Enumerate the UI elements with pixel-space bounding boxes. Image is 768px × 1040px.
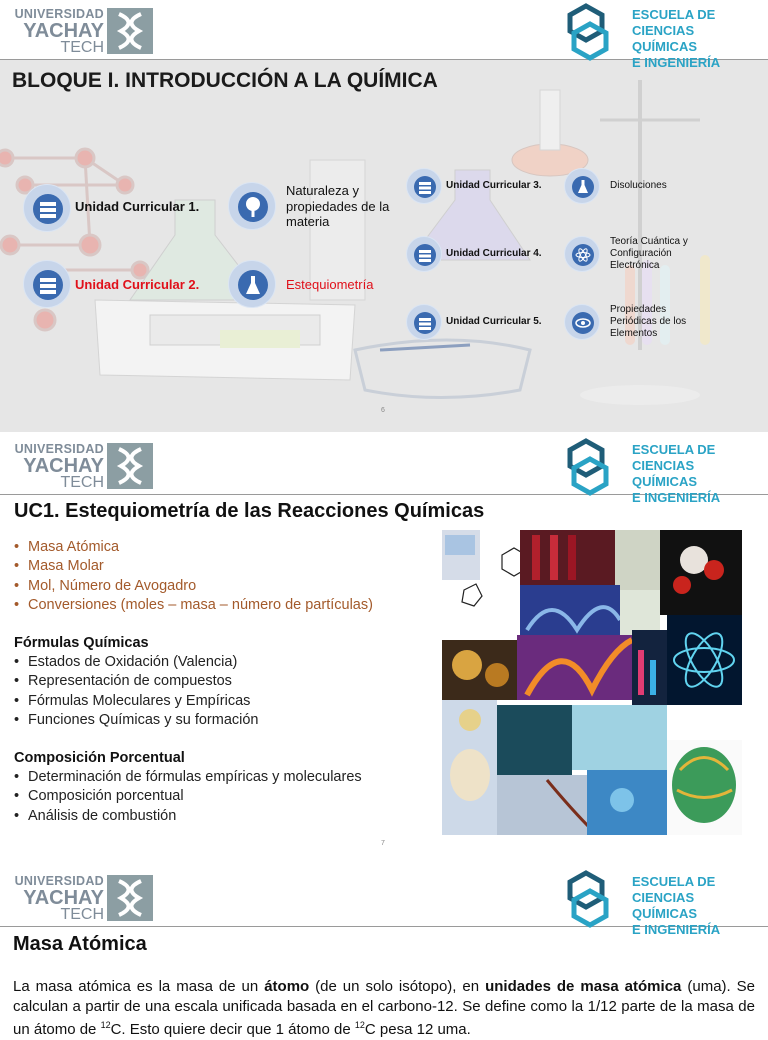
logo-text-yachay: YACHAY — [23, 455, 104, 477]
uc1-topic: Naturaleza y propiedades de la materia — [286, 183, 390, 229]
uc5-topic: Propiedades Periódicas de los Elementos — [610, 304, 687, 339]
atom-icon — [564, 236, 600, 272]
yachay-mark-icon — [107, 875, 153, 921]
list-item: • Conversiones (moles – masa – número de partículas) — [14, 596, 373, 615]
section-heading: Composición Porcentual — [14, 750, 185, 766]
yachay-tech-logo — [12, 7, 162, 55]
yachay-tech-logo — [12, 874, 162, 922]
list-item: • Masa Molar — [14, 557, 373, 576]
uc3-label: Unidad Curricular 3. — [446, 180, 542, 191]
uc3-topic: Disoluciones — [610, 180, 667, 191]
uc1-label: Unidad Curricular 1. — [75, 199, 200, 214]
list-item: • Composición porcentual — [14, 787, 362, 806]
escuela-quimicas-logo — [566, 871, 762, 937]
list-item: • Fórmulas Moleculares y Empíricas — [14, 692, 258, 711]
list-item: • Masa Atómica — [14, 538, 373, 557]
masa-atomica-paragraph — [13, 977, 755, 1040]
hexagon-molecule-icon — [566, 439, 610, 493]
books-icon — [23, 260, 71, 308]
escuela-line2: CIENCIAS QUÍMICAS — [632, 890, 697, 921]
para-text: C. Esto quiere decir que 1 átomo de — [110, 1021, 355, 1038]
isotope-superscript: 12 — [100, 1020, 111, 1030]
books-icon — [406, 304, 442, 340]
slide3-header — [0, 867, 768, 937]
chemistry-collage-image — [442, 530, 742, 835]
books-icon — [23, 184, 71, 232]
isotope-superscript: 12 — [354, 1020, 365, 1030]
hexagon-molecule-icon — [566, 4, 610, 58]
escuela-line3: E INGENIERÍA — [632, 55, 721, 70]
logo-text-yachay: YACHAY — [23, 20, 104, 42]
intro-list — [14, 538, 373, 616]
para-text: (de un solo isótopo), en — [309, 978, 486, 995]
list-item: • Estados de Oxidación (Valencia) — [14, 653, 258, 672]
para-text: C pesa 12 uma. — [364, 1021, 471, 1038]
flask-icon — [228, 260, 276, 308]
uc5-label: Unidad Curricular 5. — [446, 316, 542, 327]
para-text: (uma). Se calculan a partir de una escala unificada basada en el carbono-12. Se define como la 1/12 parte de la masa de un átomo de — [13, 978, 756, 1038]
escuela-line1: ESCUELA DE — [632, 442, 716, 457]
list-item: • Mol, Número de Avogadro — [14, 577, 373, 596]
yachay-mark-icon — [107, 443, 153, 489]
books-icon — [406, 236, 442, 272]
uc4-topic: Teoría Cuántica y Configuración Electrónica — [610, 236, 688, 271]
books-icon — [406, 168, 442, 204]
list-item: • Funciones Químicas y su formación — [14, 711, 258, 730]
escuela-line1: ESCUELA DE — [632, 874, 716, 889]
page-number: 6 — [381, 407, 385, 414]
slide2-title: UC1. Estequiometría de las Reacciones Químicas — [14, 500, 485, 522]
list-item: • Análisis de combustión — [14, 807, 362, 826]
logo-text-tech: TECH — [60, 474, 104, 491]
logo-text-universidad: UNIVERSIDAD — [14, 7, 104, 21]
list-item: • Determinación de fórmulas empíricas y moleculares — [14, 768, 362, 787]
para-text: La masa atómica es la masa de un — [13, 978, 265, 995]
composicion-list — [14, 768, 362, 826]
escuela-line2: CIENCIAS QUÍMICAS — [632, 23, 697, 54]
escuela-line3: E INGENIERÍA — [632, 922, 721, 937]
yachay-tech-logo — [12, 442, 162, 490]
escuela-quimicas-logo — [566, 4, 762, 70]
section-heading: Fórmulas Químicas — [14, 635, 149, 651]
hexagon-molecule-icon — [566, 871, 610, 925]
para-bold: átomo — [264, 978, 310, 995]
uc2-label: Unidad Curricular 2. — [75, 277, 200, 292]
logo-text-universidad: UNIVERSIDAD — [14, 874, 104, 888]
slide1-title: BLOQUE I. INTRODUCCIÓN A LA QUÍMICA — [12, 69, 438, 92]
slide2-header — [0, 435, 768, 505]
slide-uc1 — [0, 435, 768, 855]
logo-text-universidad: UNIVERSIDAD — [14, 442, 104, 456]
logo-text-yachay: YACHAY — [23, 887, 104, 909]
slide3-title: Masa Atómica — [13, 933, 147, 955]
orbit-icon — [564, 304, 600, 340]
tree-icon — [228, 182, 276, 230]
uc4-label: Unidad Curricular 4. — [446, 248, 542, 259]
page-number: 7 — [381, 840, 385, 847]
para-bold: unidades de masa atómica — [485, 978, 682, 995]
escuela-quimicas-logo — [566, 439, 762, 505]
escuela-line3: E INGENIERÍA — [632, 490, 721, 505]
escuela-line2: CIENCIAS QUÍMICAS — [632, 458, 697, 489]
slide-masa-atomica — [0, 867, 768, 1038]
slide1-header — [0, 0, 768, 70]
list-item: • Representación de compuestos — [14, 672, 258, 691]
yachay-mark-icon — [107, 8, 153, 54]
escuela-line1: ESCUELA DE — [632, 7, 716, 22]
slide-bloque-1 — [0, 0, 768, 432]
uc2-topic: Estequiometría — [286, 277, 374, 292]
formulas-list — [14, 653, 258, 731]
logo-text-tech: TECH — [60, 39, 104, 56]
logo-text-tech: TECH — [60, 906, 104, 923]
flask-icon — [564, 168, 600, 204]
